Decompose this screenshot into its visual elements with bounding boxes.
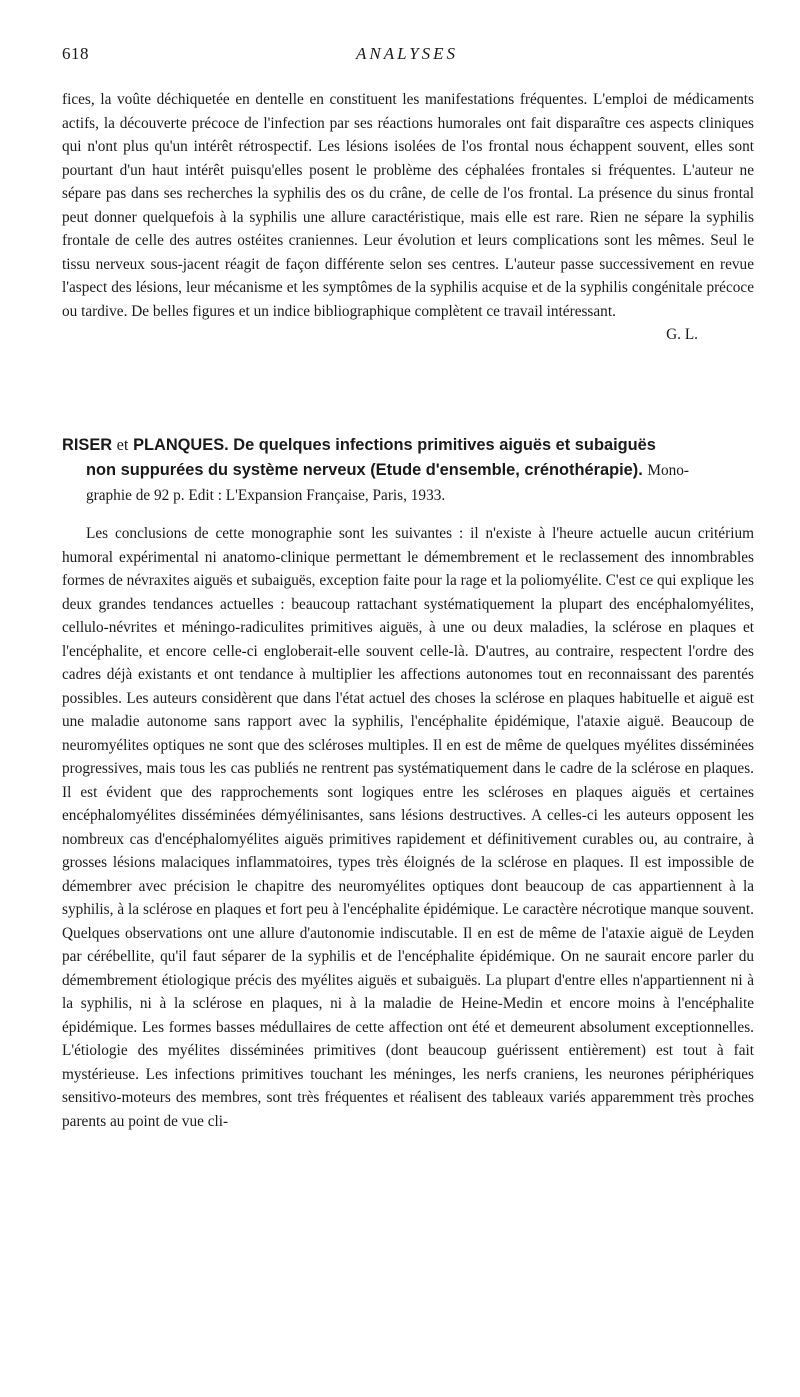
author-2: PLANQUES. [133,436,229,454]
reference-publication: graphie de 92 p. Edit : L'Expansion Française, Paris, 1933. [86,487,446,504]
author-conjunction: et [116,435,129,454]
main-review-text [62,522,754,1133]
intro-paragraph: fices, la voûte déchiquetée en dentelle en constituent les manifestations fréquentes. L'emploi de médicaments actifs, la découverte précoce de l'infection par ses réactions humorales ont fait disparaître ces aspects cliniques qui n'ont plus qu'un intérêt rétrospectif. Les lésions isolées de l'os frontal nous échappent souvent, elles sont pourtant d'un haut intérêt puisqu'elles posent le problème des céphalées frontales si fréquentes. L'auteur ne sépare pas dans ses recherches la syphilis des os du crâne, de celle de l'os frontal. La présence du sinus frontal peut donner quelquefois à la syphilis une allure caractéristique, mais elle est rare. Rien ne sépare la syphilis frontale de celle des autres ostéites craniennes. Leur évolution et leurs complications sont les mêmes. Seul le tissu nerveux sous-jacent réagit de façon différente selon ses centres. L'auteur passe successivement en revue l'aspect des lésions, leur mécanisme et les symptômes de la syphilis acquise et de la syphilis congénitale précoce ou tardive. De belles figures et un indice bibliographique complètent ce travail intéressant. [62,91,754,320]
reviewer-signature: G. L. [666,326,698,343]
reference-title-line-2: non suppurées du système nerveux [86,461,366,479]
page-number: 618 [62,44,89,63]
reference-heading [62,432,754,508]
intro-review-text [62,88,754,347]
reference-subtitle: (Etude d'ensemble, crénothérapie). [370,461,643,479]
author-1: RISER [62,436,113,454]
main-paragraph: Les conclusions de cette monographie sont les suivantes : il n'existe à l'heure actuelle aucun critérium humoral expérimental ni anatomo-clinique permettant le démembrement et le reclassement des innombrables formes de névraxites aiguës et subaiguës, exception faite pour la rage et la poliomyélite. C'est ce qui explique les deux grandes tendances actuelles : beaucoup rattachant systématiquement la plupart des encéphalomyélites, cellulo-névrites et méningo-radiculites primitives aiguës, à une ou deux maladies, la sclérose en plaques et l'encéphalite, et encore celle-ci engloberait-elle souvent celle-là. D'autres, au contraire, respectent l'ordre des cadres déjà existants et ont tendance à multiplier les affections autonomes tout en reconnaissant des parentés possibles. Les auteurs considèrent que dans l'état actuel des choses la sclérose en plaques habituelle et aiguë est une maladie autonome sans rapport avec la syphilis, l'encéphalite épidémique, l'ataxie aiguë. Beaucoup de neuromyélites optiques ne sont que des scléroses multiples. Il en est de même de quelques myélites disséminées progressives, mais tous les cas publiés ne rentrent pas systématiquement dans le cadre de la sclérose en plaques. Il est évident que des rapprochements sont logiques entre les scléroses en plaques aiguës et certaines encéphalomyélites disséminées démyélinisantes, sans lésions destructives. A celles-ci les auteurs opposent les nombreux cas d'encéphalomyélites aiguës primitives rapidement et définitivement curables ou, au contraire, à grosses lésions malaciques inflammatoires, types très éloignés de la sclérose en plaques. Il est impossible de démembrer avec précision le chapitre des neuromyélites optiques dont beaucoup de cas appartiennent à la syphilis, à la sclérose en plaques et fort peu à l'encéphalite épidémique. Le caractère nécrotique manque souvent. Quelques observations ont une allure d'autonomie indiscutable. Il en est de même de l'ataxie aiguë de Leyden par cérébellite, qu'il faut séparer de la syphilis et de l'encéphalite épidémique. On ne saurait encore parler du démembrement étiologique précis des myélites aiguës et subaiguës. La plupart d'entre elles n'appartiennent ni à la syphilis, ni à la sclérose en plaques, ni à la maladie de Heine-Medin et encore moins à l'encéphalite épidémique. Les formes basses médullaires de cette affection ont été et demeurent absolument exceptionnelles. L'étiologie des myélites disséminées primitives (dont beaucoup guérissent entièrement) est tout à fait mystérieuse. Les infections primitives touchant les méninges, les nerfs craniens, les neurones périphériques sensitivo-moteurs des membres, sont très fréquentes et réalisent des tableaux variés apparemment très proches parents au point de vue cli- [62,525,754,1130]
section-title: ANALYSES [355,44,459,63]
running-head [62,44,752,68]
reference-type: Mono- [647,462,690,479]
reference-title-line-1: De quelques infections primitives aiguës et subaiguës [233,436,656,454]
